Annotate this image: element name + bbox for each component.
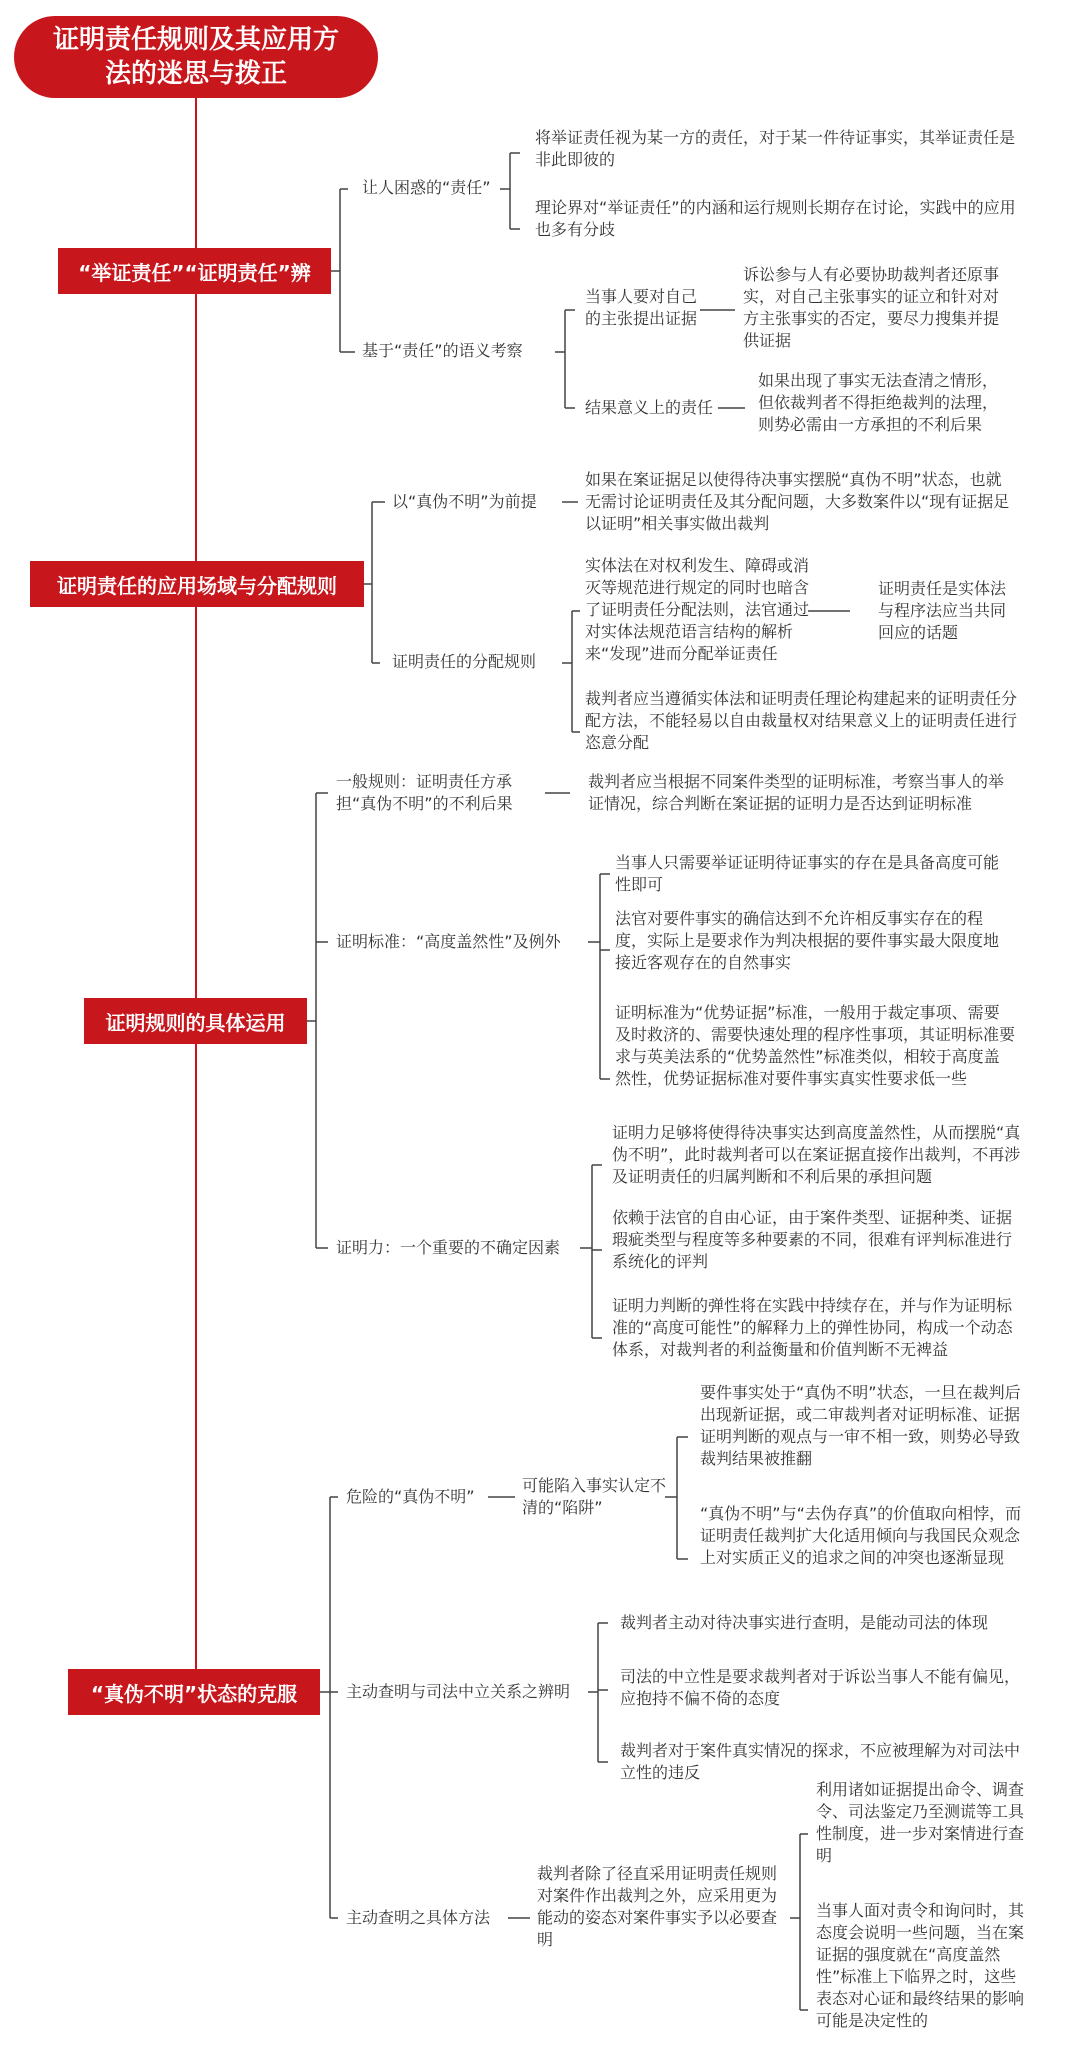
section-1-title: “举证责任”“证明责任”辨 [58,248,331,294]
s3-branch-2-label: 证明标准：“高度盖然性”及例外 [336,932,561,951]
s4-branch-2-leaf-3: 裁判者对于案件真实情况的探求，不应被理解为对司法中立性的违反 [620,1741,1021,1782]
s4-sub-3-label: 裁判者除了径直采用证明责任规则对案件作出裁判之外，应采用更为能动的姿态对案件事实予以必要查明 [537,1864,778,1949]
s1-sub-2-label: 结果意义上的责任 [585,398,714,417]
section-4-title: “真伪不明”状态的克服 [68,1669,320,1715]
s1-branch-1-leaf-2: 理论界对“举证责任”的内涵和运行规则长期存在讨论，实践中的应用也多有分歧 [535,198,1016,239]
s4-branch-2-leaf-2: 司法的中立性是要求裁判者对于诉讼当事人不能有偏见，应抱持不偏不倚的态度 [620,1667,1021,1708]
s1-branch-1-label: 让人困惑的“责任” [362,178,491,197]
s3-branch-3-leaf-2: 依赖于法官的自由心证，由于案件类型、证据种类、证据瑕疵类型与程度等多种要素的不同，很难有评判标准进行系统化的评判 [612,1208,1013,1271]
root-title [14,16,378,98]
s4-sub-3-leaf-2: 当事人面对责令和询问时，其态度会说明一些问题，当在案证据的强度就在“高度盖然性”标准上下临界之时，这些表态对心证和最终结果的影响可能是决定性的 [816,1901,1025,2030]
s1-sub-1-label: 当事人要对自己的主张提出证据 [585,287,698,328]
section-3-title: 证明规则的具体运用 [84,998,307,1044]
s4-sub-3-leaf-1: 利用诸如证据提出命令、调查令、司法鉴定乃至测谎等工具性制度，进一步对案情进行查明 [816,1780,1025,1865]
s3-branch-2-leaf-2: 法官对要件事实的确信达到不允许相反事实存在的程度，实际上是要求作为判决根据的要件事实最大限度地接近客观存在的自然事实 [615,909,1000,972]
s2-sub-1-leaf: 证明责任是实体法与程序法应当共同回应的话题 [878,579,1007,642]
s3-branch-3-leaf-1: 证明力足够将使得待决事实达到高度盖然性，从而摆脱“真伪不明”，此时裁判者可以在案证据直接作出裁判，不再涉及证明责任的归属判断和不利后果的承担问题 [612,1123,1021,1186]
s3-branch-3-label: 证明力：一个重要的不确定因素 [336,1238,561,1257]
s4-branch-3-label: 主动查明之具体方法 [346,1908,491,1927]
s2-branch-1-leaf: 如果在案证据足以使得待决事实摆脱“真伪不明”状态，也就无需讨论证明责任及其分配问题，大多数案件以“现有证据足以证明”相关事实做出裁判 [585,470,1010,533]
s3-branch-1-label: 一般规则：证明责任方承担“真伪不明”的不利后果 [336,772,513,813]
s1-branch-1-leaf-1: 将举证责任视为某一方的责任，对于某一件待证事实，其举证责任是非此即彼的 [535,128,1016,169]
s2-branch-2-leaf-2: 裁判者应当遵循实体法和证明责任理论构建起来的证明责任分配方法，不能轻易以自由裁量权对结果意义上的证明责任进行恣意分配 [585,689,1018,752]
s4-sub-1-leaf-1: 要件事实处于“真伪不明”状态，一旦在裁判后出现新证据，或二审裁判者对证明标准、证据证明判断的观点与一审不相一致，则势必导致裁判结果被推翻 [700,1383,1021,1468]
s2-branch-2-label: 证明责任的分配规则 [392,652,537,671]
s4-sub-1-leaf-2: “真伪不明”与“去伪存真”的价值取向相悖，而证明责任裁判扩大化适用倾向与我国民众观念上对实质正义的追求之间的冲突也逐渐显现 [700,1504,1022,1567]
root-title-line2: 法的迷思与拨正 [104,59,287,89]
s1-branch-2-label: 基于“责任”的语义考察 [362,341,523,360]
section-2-title: 证明责任的应用场域与分配规则 [30,561,364,607]
s4-sub-1-label: 可能陷入事实认定不清的“陷阱” [522,1476,667,1517]
s4-branch-2-leaf-1: 裁判者主动对待决事实进行查明，是能动司法的体现 [620,1613,989,1632]
s3-branch-2-leaf-3: 证明标准为“优势证据”标准，一般用于裁定事项、需要及时救济的、需要快速处理的程序性事项，其证明标准要求与英美法系的“优势盖然性”标准类似，相较于高度盖然性，优势证据标准对要件事实真实性要求低一些 [615,1003,1016,1088]
s2-branch-1-label: 以“真伪不明”为前提 [392,492,537,511]
s1-sub-1-leaf: 诉讼参与人有必要协助裁判者还原事实，对自己主张事实的证立和针对对方主张事实的否定，要尽力搜集并提供证据 [743,265,1000,350]
s3-branch-2-leaf-1: 当事人只需要举证证明待证事实的存在是具备高度可能性即可 [615,853,1000,894]
s1-sub-2-leaf: 如果出现了事实无法查清之情形，但依裁判者不得拒绝裁判的法理，则势必需由一方承担的不利后果 [758,371,999,434]
s4-branch-2-label: 主动查明与司法中立关系之辨明 [346,1682,571,1701]
root-title-line1: 证明责任规则及其应用方 [52,25,339,55]
s4-branch-1-label: 危险的“真伪不明” [346,1487,475,1506]
s3-branch-1-leaf: 裁判者应当根据不同案件类型的证明标准，考察当事人的举证情况，综合判断在案证据的证明力是否达到证明标准 [588,772,1005,813]
s3-branch-3-leaf-3: 证明力判断的弹性将在实践中持续存在，并与作为证明标准的“高度可能性”的解释力上的弹性协同，构成一个动态体系，对裁判者的利益衡量和价值判断不无裨益 [612,1296,1013,1359]
s2-sub-1-text: 实体法在对权利发生、障碍或消灭等规范进行规定的同时也暗含了证明责任分配法则，法官通过对实体法规范语言结构的解析来“发现”进而分配举证责任 [585,556,810,663]
